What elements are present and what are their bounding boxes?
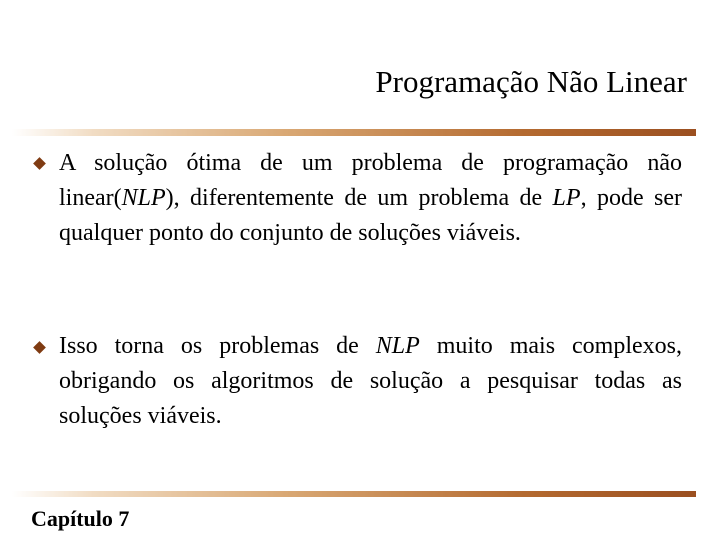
slide-title: Programação Não Linear bbox=[375, 64, 687, 99]
chapter-footer: Capítulo 7 bbox=[31, 506, 130, 531]
bullet-diamond-icon bbox=[33, 341, 46, 354]
bullet-text-italic: NLP bbox=[375, 333, 420, 359]
footer-divider bbox=[12, 491, 696, 497]
bullet-text-segment: A solução ótima de um problema de programação não linear( bbox=[59, 150, 682, 211]
bullet-text-segment: muito mais complexos, obrigando os algoritmos de solução a pesquisar todas as soluções viáveis. bbox=[59, 333, 683, 429]
bullet-text-segment: ), diferentemente de um problema de bbox=[165, 185, 553, 211]
bullet-text-segment: Isso torna os problemas de bbox=[59, 333, 376, 359]
bullet-text-italic: NLP bbox=[121, 185, 166, 211]
bullet-diamond-icon bbox=[33, 157, 46, 170]
title-divider bbox=[12, 129, 696, 136]
bullet-item bbox=[59, 329, 682, 434]
bullet-text-segment: , pode ser qualquer ponto do conjunto de soluções viáveis. bbox=[59, 185, 682, 246]
bullet-item bbox=[59, 146, 682, 251]
bullet-text-italic: LP bbox=[552, 185, 581, 211]
